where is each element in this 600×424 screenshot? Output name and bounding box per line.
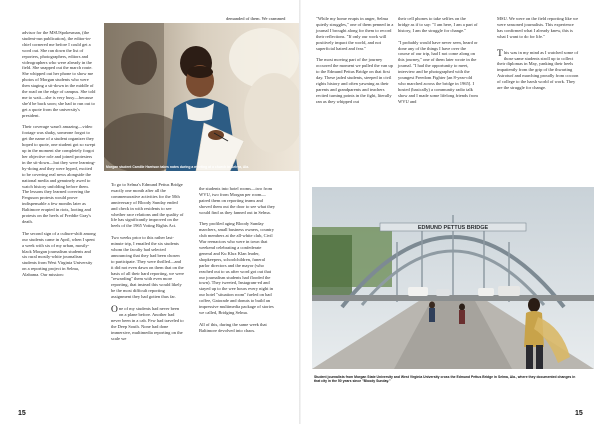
bridge-illustration xyxy=(312,187,594,369)
paragraph: "While my home erupts in anger, Selma quietly struggles," one of them penned in a journal I brought along for them to record their reflections. "If only our work will positively impact the world, and not superficial hatred and fear." xyxy=(316,16,394,51)
paragraph: This was in my mind as I watched some of those same students stroll up to collect their diplomas in May, yanking their heels impatiently from the grip of the thwarting Astroturf and marching proudly from cocoon of college to the harsh world of work. They are the struggle for change. xyxy=(497,48,579,91)
left-column-1 xyxy=(22,30,96,284)
paragraph: Two weeks prior to this rather last-minute trip, I emailed the six students whom the faculty had selected announcing that they had been chosen to participate. They were thrilled—and it did not even dawn on them that on the basis of all their hard reporting, we were "rewarding" them with even more reporting, that instead this would likely be the most difficult reporting assignment they had gotten thus far. xyxy=(111,235,184,300)
paragraph: the students into hotel rooms—two from WVU, two from Morgan per room—paired them on reporting teams and shoved them out the door to see what they would find as they fanned out in Selma. xyxy=(199,186,275,215)
paragraph: All of this, during the same week that Baltimore devolved into chaos. xyxy=(199,321,267,333)
paragraph: The second sign of a culture-shift among our students came in April, when I spent a week with six of my urban, mostly-black Morgan journalism students and six rural mostly-white journalism students from West Virginia University on a reporting project in Selma, Alabama. Our mission: xyxy=(22,230,96,278)
photo-caption-left: Morgan student Camille Harrison takes notes during a meeting at a church in Selma, Ala. xyxy=(106,165,250,169)
left-column-3 xyxy=(199,186,275,340)
photo-student-notes xyxy=(104,23,300,171)
spine-gutter xyxy=(299,0,301,424)
drop-cap: T xyxy=(497,48,503,59)
paragraph: "I probably would have never seen, heard or done any of the things I have over the course of our trip, had I not come along on this journey," one of them later wrote in the journal. "I had the opportunity to meet, interview and be photographed with the youngest Freedom Fighter [an 8-year-old who marched across the bridge in 1965]. I hosted (basically) a community radio talk show and I made some lifelong friends from WVU and xyxy=(398,39,478,104)
drop-cap: O xyxy=(111,305,118,315)
bridge-sign-text: EDMUND PETTUS BRIDGE xyxy=(417,225,489,231)
column-top-line: demanded of them. We crammed xyxy=(226,16,286,21)
left-column-2 xyxy=(111,182,184,347)
page-number-left: 15 xyxy=(18,410,26,417)
paragraph: Their coverage wasn't amazing—video footage was shaky, someone forgot to get the name of a student organizer they hoped to quote, one student got so swept up in the moment she completely forgot her objective role and joined protesters in the sit-down—but they were learning-by-doing and they were hyped, excited to be covering real news alongside the national media and genuinely awed to watch history unfolding before them. The lessons they learned covering the Ferguson protests would prove indispensable a few months later as Baltimore erupted in riots, looting and protests on the heels of Freddie Gray's death. xyxy=(22,124,96,224)
paragraph: The most moving part of the journey occurred the moment we pulled the van up to the Edmund Pettus Bridge on that first day. These jaded students, steeped in civil rights history and often yawning as their parents and grandparents and teachers recited turning points in the fight, literally ran as they whipped out xyxy=(316,57,393,104)
page-number-right: 15 xyxy=(575,410,583,417)
paragraph: To go to Selma's Edmund Pettus Bridge exactly one month after all the commemorative activities for the 50th anniversary of Bloody Sunday ended and check in with residents to see whether race relations and the quality of life has significantly improved on the heels of the 1965 Voting Rights Act. xyxy=(111,182,184,229)
right-column-3 xyxy=(497,16,579,97)
right-column-2 xyxy=(398,16,478,110)
paragraph: One of my students had never been on a plane before. Another had never been in a cab. Few had traveled to the Deep South. None had done immersive, multimedia reporting on the scale we xyxy=(111,305,184,341)
paragraph: They profiled aging Bloody Sunday marchers, small business owners, country club members at the all-white club, Civil War reenactors who were in town that weekend celebrating a confederate general and Ku Klux Klan leader, shopkeepers, schoolchildren, funeral parlor directors and the mayor (who reached out to us after word got out that our journalism students had flooded the town). They tweeted, Instagram-ed and stayed up to the wee hours every night in our hotel "situation room" fueled on bad coffee, Gatorade and donuts to build an impressive multimedia package of stories we called, Bridging Selma. xyxy=(199,221,274,316)
student-notes-illustration xyxy=(104,23,300,171)
photo-caption-right: Student journalists from Morgan State University and West Virginia University cross the Edmund Pettus Bridge in Selma, Ala., where they documented changes in that city in the 50 years since "Bloody Sunday." xyxy=(314,375,576,384)
paragraph: their cell phones to take selfies on the bridge as if to say: "I am here, I am a part of history, I am the struggle for change." xyxy=(398,16,478,33)
right-column-1 xyxy=(316,16,394,110)
photo-bridge-crossing xyxy=(312,187,594,369)
paragraph: MSU. We were on the field reporting like we were seasoned journalists. This experience has confirmed what I already knew, this is what I want to do for life." xyxy=(497,16,579,39)
paragraph: advisor for the MSUSpokesman, (the student-run publication), the editor-in-chief cornered me before I could get a word out. She ran down the list of reporters, photographers, editors and videographers who were already in the field. She snapped out the march route. She whipped out her phone to show me photos of Morgan students who were then staging a sit-down in the middle of the road on the edge of campus. She told me to wait—she is very busy—because she'd be back soon; she had to run out to get a quote from the university's president. xyxy=(22,30,96,118)
